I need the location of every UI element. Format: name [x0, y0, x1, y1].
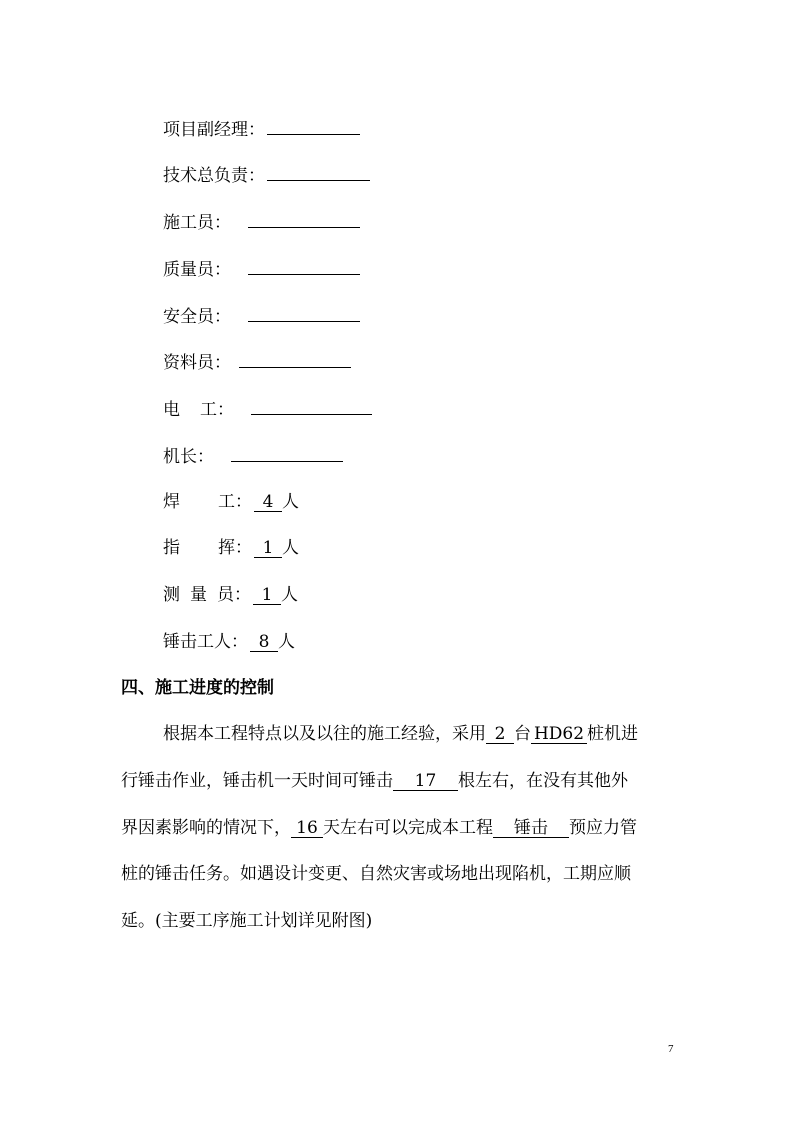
- blank-field: [267, 118, 360, 135]
- filled-value-machine-model: HD62: [531, 725, 587, 744]
- field-label: 质量员：: [163, 260, 231, 280]
- field-label: 施工员：: [163, 213, 231, 233]
- field-label: 技术总负责：: [163, 166, 265, 186]
- unit-label: 人: [281, 585, 298, 605]
- text-segment: 根据本工程特点以及以往的施工经验，采用: [163, 724, 486, 744]
- field-label: 资料员：: [163, 353, 231, 373]
- staff-row-deputy-manager: [163, 118, 360, 140]
- staff-row-safety: [163, 305, 360, 327]
- staff-row-technical-lead: [163, 164, 370, 186]
- blank-field: [248, 305, 360, 322]
- field-label-b: 工：: [200, 400, 234, 420]
- unit-label: 人: [282, 492, 299, 512]
- filled-value: 8: [250, 633, 278, 652]
- filled-value: 1: [254, 539, 282, 558]
- text-segment: 台: [514, 724, 531, 744]
- text-segment: 根左右，在没有其他外: [458, 771, 628, 791]
- field-label: 安全员：: [163, 307, 231, 327]
- field-label: 锤击工人：: [163, 632, 248, 652]
- field-label-a: 焊: [163, 492, 180, 512]
- field-label-b: 挥：: [218, 538, 252, 558]
- filled-value-days: 16: [291, 819, 323, 838]
- paragraph-line-3: [121, 818, 637, 838]
- blank-field: [251, 398, 372, 415]
- paragraph-line-1: [163, 724, 638, 744]
- paragraph-line-4: 桩的锤击任务。如遇设计变更、自然灾害或场地出现陷机，工期应顺: [121, 864, 631, 884]
- blank-field: [248, 211, 360, 228]
- filled-value: 4: [254, 493, 282, 512]
- filled-value-method: 锤击: [493, 819, 569, 838]
- filled-value: 1: [253, 586, 281, 605]
- text-segment: 行锤击作业，锤击机一天时间可锤击: [121, 771, 393, 791]
- staff-row-documents: [163, 351, 351, 373]
- staff-row-captain: [163, 445, 343, 467]
- staff-row-constructor: [163, 211, 360, 233]
- blank-field: [239, 351, 351, 368]
- staff-row-quality: [163, 258, 360, 280]
- text-segment: 预应力管: [569, 818, 637, 838]
- section-heading: 四、施工进度的控制: [121, 678, 274, 698]
- crew-row-surveyor: [163, 585, 298, 605]
- blank-field: [248, 258, 360, 275]
- field-label: 机长：: [163, 447, 214, 467]
- paragraph-line-2: [121, 771, 628, 791]
- unit-label: 人: [282, 538, 299, 558]
- field-label-b: 工：: [218, 492, 252, 512]
- field-label-b: 员：: [217, 585, 251, 605]
- crew-row-hammer-workers: [163, 632, 295, 652]
- crew-row-commander: [163, 538, 299, 558]
- blank-field: [231, 445, 343, 462]
- text-segment: 桩机进: [587, 724, 638, 744]
- filled-value-machines-count: 2: [486, 725, 514, 744]
- filled-value-piles-per-day: 17: [393, 772, 458, 791]
- unit-label: 人: [278, 632, 295, 652]
- field-label-a: 指: [163, 538, 180, 558]
- staff-row-electrician: [163, 398, 372, 420]
- text-segment: 天左右可以完成本工程: [323, 818, 493, 838]
- field-label: 项目副经理：: [163, 120, 265, 140]
- field-label-a: 测: [163, 585, 180, 605]
- field-label-a: 电: [163, 400, 180, 420]
- blank-field: [267, 164, 370, 181]
- page-number: 7: [668, 1043, 674, 1055]
- text-segment: 界因素影响的情况下，: [121, 818, 291, 838]
- crew-row-welder: [163, 492, 299, 512]
- field-label-m: 量: [190, 585, 207, 605]
- paragraph-line-5: 延。(主要工序施工计划详见附图): [121, 911, 373, 931]
